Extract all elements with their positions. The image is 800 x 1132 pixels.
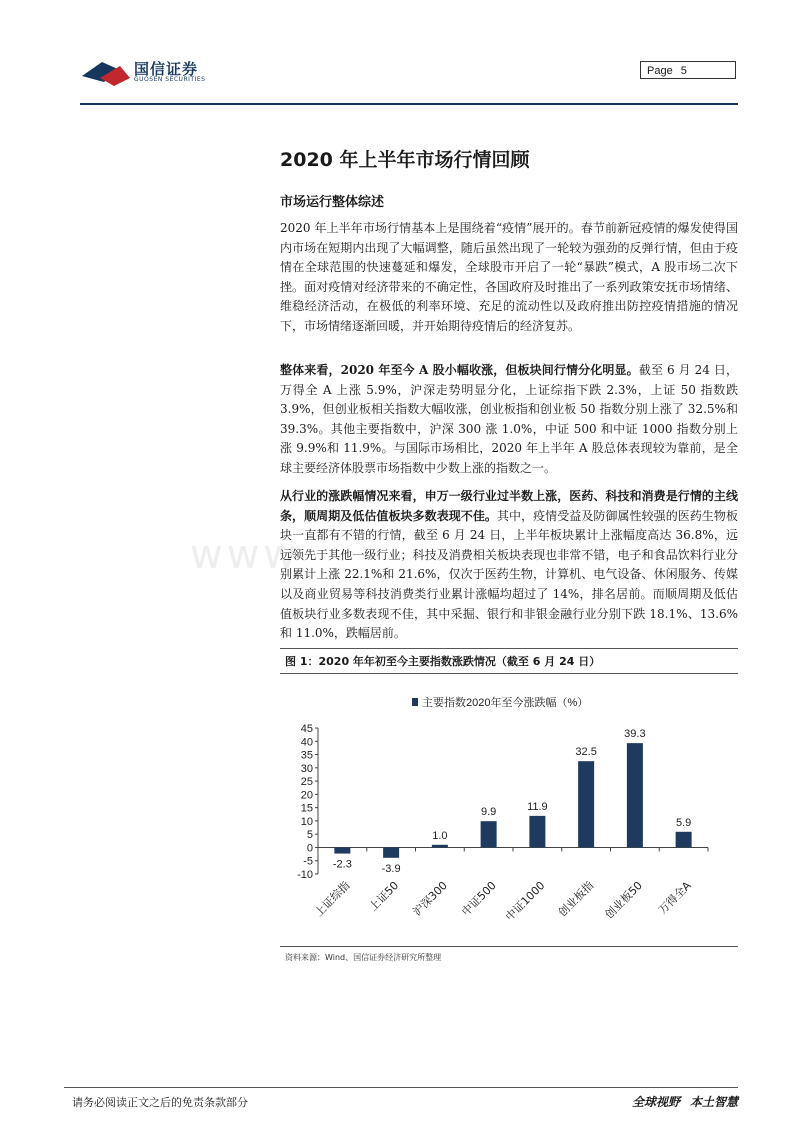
bar bbox=[676, 832, 692, 848]
page-label: Page bbox=[647, 65, 673, 77]
x-tick-label: 创业板50 bbox=[602, 878, 645, 922]
y-tick-label: 45 bbox=[300, 723, 313, 735]
figure-caption-rule bbox=[280, 673, 738, 674]
footer-disclaimer: 请务必阅读正文之后的免责条款部分 bbox=[72, 1096, 248, 1109]
figure-caption: 图 1：2020 年年初至今主要指数涨跌情况（截至 6 月 24 日） bbox=[285, 655, 601, 668]
y-tick-label: 5 bbox=[306, 829, 313, 842]
data-label: 1.0 bbox=[432, 829, 448, 842]
x-tick-label: 上证50 bbox=[366, 878, 402, 914]
index-change-bar-chart bbox=[280, 680, 738, 942]
bar bbox=[432, 845, 448, 848]
data-label: 11.9 bbox=[527, 800, 548, 813]
x-tick-label: 中证1000 bbox=[502, 878, 548, 924]
x-tick-label: 上证综指 bbox=[312, 878, 353, 920]
x-tick-label: 万得全A bbox=[655, 878, 694, 917]
y-tick-label: 20 bbox=[300, 789, 313, 802]
data-label: 32.5 bbox=[575, 746, 597, 759]
paragraph-lead-bold: 从行业的涨跌幅情况来看，申万一级行业过半数上涨，医药、科技和消费是行情的主线条，顺周期及低估值板块多数表现不佳。 bbox=[280, 489, 738, 523]
figure-top-rule bbox=[280, 648, 738, 649]
data-label: 39.3 bbox=[624, 728, 646, 741]
footer-rule bbox=[64, 1087, 738, 1088]
legend-swatch bbox=[412, 698, 418, 706]
page-title: 2020 年上半年市场行情回顾 bbox=[280, 149, 530, 171]
paragraph-body: 截至 6 月 24 日，万得全 A 上涨 5.9%，沪深走势明显分化，上证综指下跌 2.3%，上证 50 指数跌 3.9%，但创业板相关指数大幅收涨，创业板指和创业板 50 指数分别上涨了 32.5%和 39.3%。其他主要指数中，沪深 300 涨 1.0%，中证 500 和中证 1000 指数分别上涨 9.9%和 11.9%。与国际市场相比，2020 年上半年 A 股总体表现较为靠前，是全球主要经济体股票市场指数中少数上涨的指数之一。 bbox=[280, 363, 738, 475]
paragraph-index-performance bbox=[280, 361, 738, 479]
bar bbox=[481, 821, 497, 847]
data-label: 9.9 bbox=[480, 806, 497, 819]
paragraph-overview: 2020 年上半年市场行情基本上是围绕着“疫情”展开的。春节前新冠疫情的爆发使得国内市场在短期内出现了大幅调整，随后虽然出现了一轮较为强劲的反弹行情，但由于疫情在全球范围的快速蔓延和爆发，全球股市开启了一轮“暴跌”模式，A 股市场二次下挫。面对疫情对经济带来的不确定性，各国政府及时推出了一系列政策安抚市场情绪、维稳经济活动，在极低的利率环境、充足的流动性以及政府推出防控疫情措施的情况下，市场情绪逐渐回暖，并开始期待疫情后的经济复苏。 bbox=[280, 221, 738, 333]
bar bbox=[627, 743, 643, 847]
logo-name-en: GUOSEN SECURITIES bbox=[134, 76, 206, 83]
x-tick-label: 中证500 bbox=[459, 878, 499, 919]
logo-name-cn: 国信证券 bbox=[134, 60, 199, 78]
y-tick-label: 0 bbox=[306, 842, 313, 855]
y-tick-label: 25 bbox=[300, 776, 313, 789]
data-label: -2.3 bbox=[332, 858, 352, 871]
y-tick-label: -5 bbox=[303, 855, 313, 868]
bar bbox=[578, 761, 594, 847]
footer-slogan bbox=[622, 1093, 738, 1110]
footer-slogan-2: 本土智慧 bbox=[689, 1095, 738, 1109]
legend-label: 主要指数2020年至今涨跌幅（%） bbox=[422, 697, 589, 709]
bar bbox=[383, 847, 399, 857]
page-number: 5 bbox=[680, 65, 687, 77]
y-tick-label: -10 bbox=[297, 869, 313, 881]
page-indicator bbox=[640, 61, 736, 79]
figure-source: 资料来源：Wind、国信证券经济研究所整理 bbox=[285, 953, 442, 962]
x-tick-label: 沪深300 bbox=[410, 878, 450, 919]
bar bbox=[529, 816, 545, 848]
y-tick-label: 15 bbox=[300, 802, 313, 815]
section-subtitle: 市场运行整体综述 bbox=[280, 195, 385, 210]
y-tick-label: 35 bbox=[300, 749, 313, 762]
figure-bottom-rule bbox=[280, 946, 738, 947]
paragraph-lead-bold: 整体来看，2020 年至今 A 股小幅收涨，但板块间行情分化明显。 bbox=[280, 363, 639, 377]
x-tick-label: 创业板指 bbox=[555, 878, 597, 920]
header-rule bbox=[80, 103, 738, 105]
y-tick-label: 10 bbox=[300, 815, 313, 828]
paragraph-industry-performance bbox=[280, 487, 738, 644]
watermark: www bbox=[190, 532, 301, 578]
bar bbox=[334, 847, 350, 853]
data-label: 5.9 bbox=[675, 816, 692, 829]
y-tick-label: 30 bbox=[300, 762, 313, 775]
paragraph-body: 其中，疫情受益及防御属性较强的医药生物板块一直都有不错的行情，截至 6 月 24 日，上半年板块累计上涨幅度高达 36.8%，远远领先于其他一级行业；科技及消费相关板块表现也非常不错，电子和食品饮料行业分别累计上涨 22.1%和 21.6%，仅次于医药生物，计算机、电气设备、休闲服务、传媒以及商业贸易等科技消费类行业累计涨幅均超过了 14%，排名居前。而顺周期及低估值板块行业多数表现不佳，其中采掘、银行和非银金融行业分别下跌 18.1%、13.6%和 11.0%，跌幅居前。 bbox=[280, 508, 738, 641]
footer-slogan-1: 全球视野 bbox=[631, 1095, 680, 1109]
data-label: -3.9 bbox=[381, 862, 401, 875]
y-tick-label: 40 bbox=[300, 736, 313, 749]
